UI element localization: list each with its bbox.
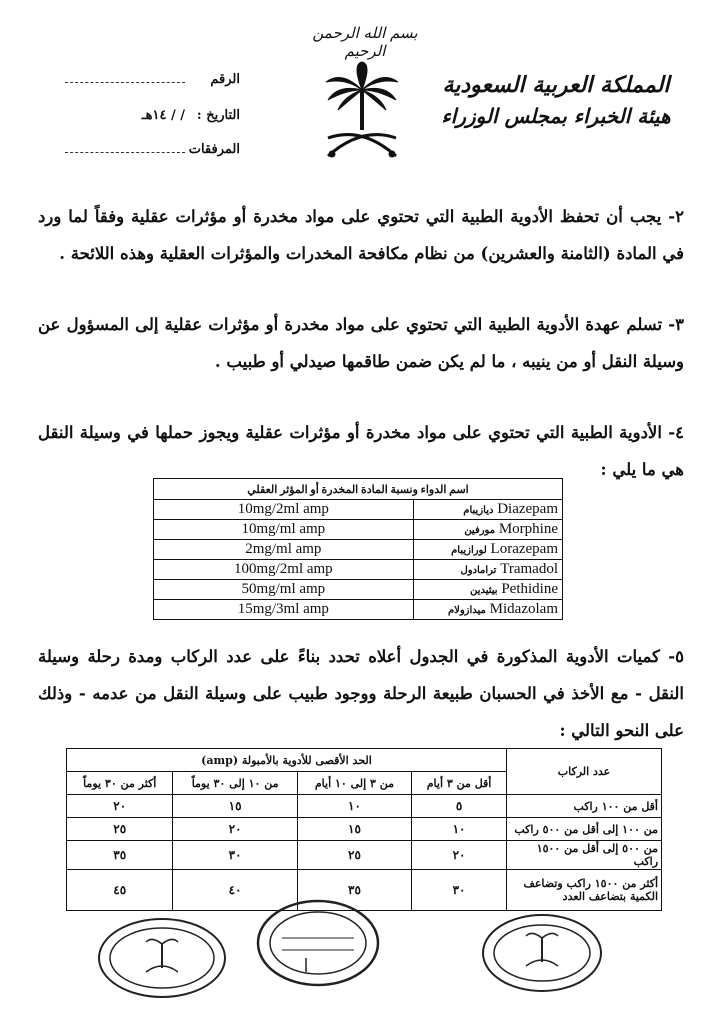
drug-name-en: Diazepam [497, 501, 558, 517]
basmala: بسم الله الرحمن الرحيم [312, 24, 418, 60]
paragraph-3 [38, 306, 684, 380]
quantity-table [66, 748, 662, 911]
drug-name-ar: مورفين [464, 525, 496, 536]
table-row [154, 500, 563, 520]
paragraph-4-text: ٤- الأدوية الطبية التي تحتوي على مواد مخدرة أو مؤثرات عقلية ويجوز حملها في وسيلة النقل هي ما يلي : [38, 423, 684, 479]
pax-header: عدد الركاب [507, 749, 662, 795]
paragraph-2-text: ٢- يجب أن تحفظ الأدوية الطبية التي تحتوي على مواد مخدرة أو مؤثرات عقلية وفقاً لما ورد في المادة (الثامنة والعشرين) من نظام مكافحة المخدرات والمؤثرات العقلية وهذه اللائحة . [38, 207, 684, 263]
drug-name [413, 600, 562, 620]
qty-cell: ١٥ [297, 818, 411, 841]
drug-name [413, 500, 562, 520]
attach-label: المرفقات [188, 142, 240, 157]
drug-table-header: اسم الدواء ونسبة المادة المخدرة أو المؤثر العقلي [154, 479, 563, 500]
table-row [154, 520, 563, 540]
drug-name-en: Pethidine [501, 581, 558, 597]
drug-name-en: Midazolam [489, 601, 558, 617]
paragraph-5 [38, 638, 684, 749]
drug-name-en: Morphine [498, 521, 558, 537]
date-row [40, 108, 240, 123]
qty-cell: ٤٠ [173, 870, 297, 911]
duration-header: أكثر من ٣٠ يوماً [67, 772, 173, 795]
drug-name-en: Lorazepam [490, 541, 558, 557]
ref-label: الرقم [210, 72, 240, 87]
table-row [154, 560, 563, 580]
pax-cell: من ١٠٠ إلى أقل من ٥٠٠ راكب [507, 818, 662, 841]
duration-header: من ٣ إلى ١٠ أيام [297, 772, 411, 795]
qty-cell: ١٥ [173, 795, 297, 818]
paragraph-4 [38, 414, 684, 488]
duration-header: من ١٠ إلى ٣٠ يوماً [173, 772, 297, 795]
qty-cell: ٣٠ [412, 870, 507, 911]
date-value: / / ١٤هـ [141, 108, 185, 123]
drug-name [413, 520, 562, 540]
drug-name-ar: ترامادول [460, 565, 497, 576]
drug-name [413, 560, 562, 580]
qty-cell: ١٠ [297, 795, 411, 818]
qty-cell: ٥ [412, 795, 507, 818]
paragraph-3-text: ٣- تسلم عهدة الأدوية الطبية التي تحتوي على مواد مخدرة أو مؤثرات عقلية إلى المسؤول عن وسيلة النقل أو من ينيبه ، ما لم يكن ضمن طاقمها صيدلي أو طبيب . [38, 315, 684, 371]
drug-dose: 15mg/3ml amp [154, 600, 414, 620]
qty-cell: ٢٥ [297, 841, 411, 870]
drug-dose: 10mg/2ml amp [154, 500, 414, 520]
drug-name-ar: ديازيبام [463, 505, 494, 516]
table-row [154, 600, 563, 620]
seal-right-icon [480, 912, 604, 994]
ref-field [65, 72, 185, 83]
council-title: هيئة الخبراء بمجلس الوزراء [441, 104, 671, 128]
drug-table [153, 478, 563, 620]
drug-name-ar: ميدازولام [447, 605, 486, 616]
drug-name-en: Tramadol [500, 561, 558, 577]
saudi-emblem-icon [322, 60, 402, 170]
ref-row [40, 72, 240, 87]
table-row [67, 795, 662, 818]
pax-cell: أقل من ١٠٠ راكب [507, 795, 662, 818]
date-label: التاريخ : [196, 108, 240, 123]
drug-dose: 10mg/ml amp [154, 520, 414, 540]
table-row [154, 540, 563, 560]
seal-center-icon [254, 898, 382, 988]
table-row [154, 580, 563, 600]
qty-cell: ٣٠ [173, 841, 297, 870]
qty-cell: ٣٥ [297, 870, 411, 911]
table-row [67, 841, 662, 870]
table-row [67, 818, 662, 841]
qty-cell: ٢٠ [67, 795, 173, 818]
drug-dose: 50mg/ml amp [154, 580, 414, 600]
qty-cell: ٣٥ [67, 841, 173, 870]
drug-name [413, 540, 562, 560]
max-header: الحد الأقصى للأدوية بالأمبولة (amp) [67, 749, 507, 772]
qty-cell: ٤٥ [67, 870, 173, 911]
qty-cell: ٢٠ [173, 818, 297, 841]
attach-field [65, 142, 185, 153]
drug-dose: 100mg/2ml amp [154, 560, 414, 580]
drug-name-ar: بيثيدين [470, 585, 498, 596]
qty-cell: ٢٥ [67, 818, 173, 841]
qty-cell: ٢٠ [412, 841, 507, 870]
qty-cell: ١٠ [412, 818, 507, 841]
pax-cell: أكثر من ١٥٠٠ راكب وتضاعف الكمية بتضاعف العدد [507, 870, 662, 911]
kingdom-title: المملكة العربية السعودية [442, 72, 670, 98]
duration-header: أقل من ٣ أيام [412, 772, 507, 795]
seal-left-icon [96, 916, 228, 1000]
drug-name-ar: لورازيبام [451, 545, 487, 556]
paragraph-5-text: ٥- كميات الأدوية المذكورة في الجدول أعلاه تحدد بناءً على عدد الركاب ومدة رحلة وسيلة النقل - مع الأخذ في الحسبان طبيعة الرحلة ووجود طبيب على وسيلة النقل من عدمه - وذلك على النحو التالي : [38, 647, 684, 740]
pax-cell: من ٥٠٠ إلى أقل من ١٥٠٠ راكب [507, 841, 662, 870]
attach-row [40, 142, 240, 157]
drug-dose: 2mg/ml amp [154, 540, 414, 560]
drug-name [413, 580, 562, 600]
paragraph-2 [38, 198, 684, 272]
